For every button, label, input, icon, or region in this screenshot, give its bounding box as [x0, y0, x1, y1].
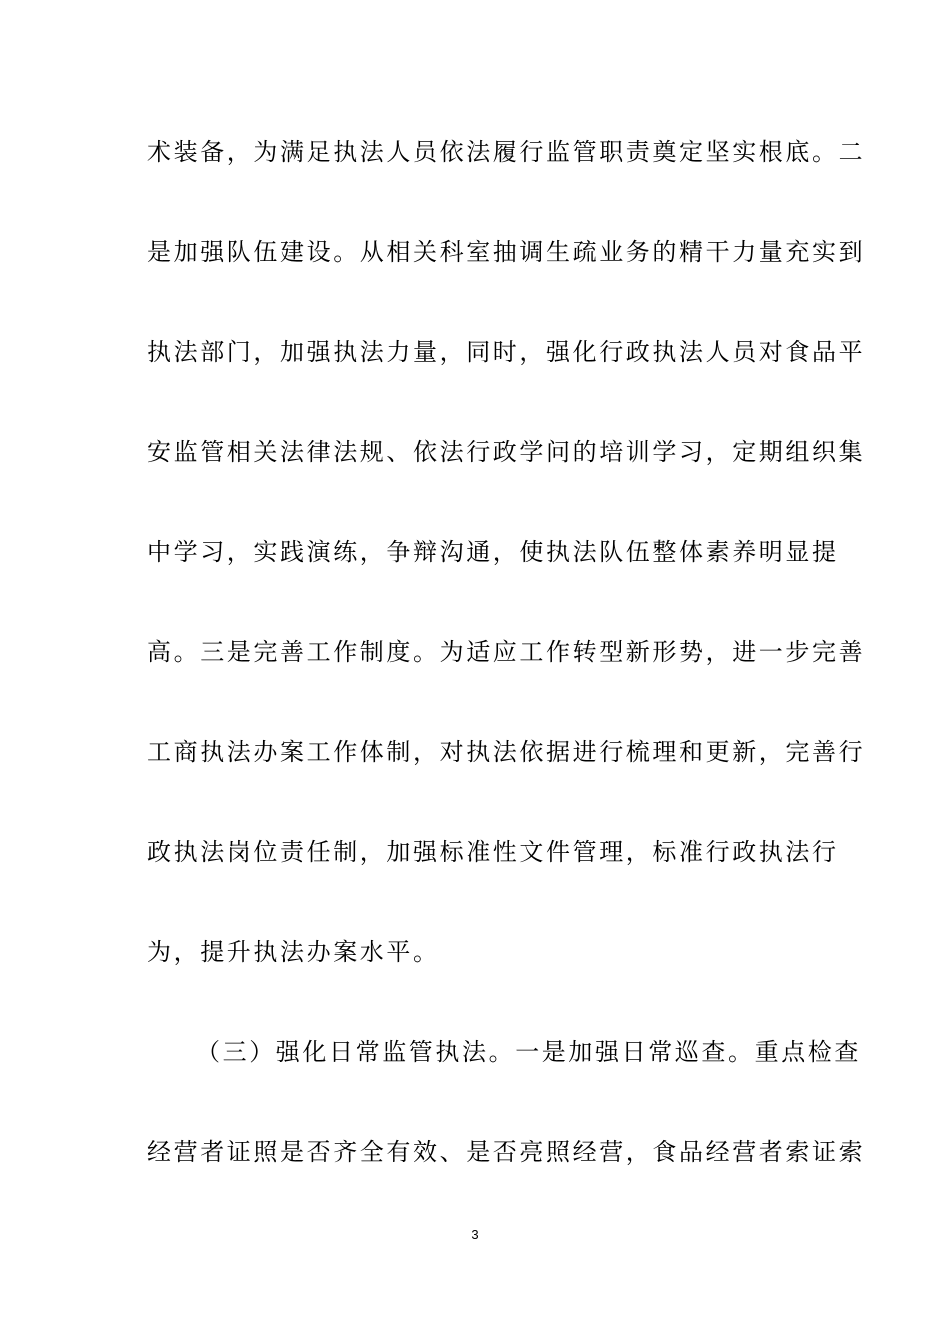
paragraph-line-7: 工商执法办案工作体制，对执法依据进行梳理和更新，完善行	[147, 738, 866, 766]
paragraph-line-8: 政执法岗位责任制，加强标准性文件管理，标准行政执法行	[147, 838, 839, 866]
paragraph-line-6: 高。三是完善工作制度。为适应工作转型新形势，进一步完善	[147, 638, 866, 666]
paragraph-line-2: 是加强队伍建设。从相关科室抽调生疏业务的精干力量充实到	[147, 238, 866, 266]
paragraph-line-11: 经营者证照是否齐全有效、是否亮照经营，食品经营者索证索	[147, 1138, 866, 1166]
paragraph-line-1: 术装备，为满足执法人员依法履行监管职责奠定坚实根底。二	[147, 138, 866, 166]
paragraph-line-9: 为，提升执法办案水平。	[147, 938, 440, 966]
paragraph-line-3: 执法部门，加强执法力量，同时，强化行政执法人员对食品平	[147, 338, 866, 366]
paragraph-line-10: （三）强化日常监管执法。一是加强日常巡查。重点检查	[196, 1038, 861, 1066]
paragraph-line-4: 安监管相关法律法规、依法行政学问的培训学习，定期组织集	[147, 438, 866, 466]
page-number: 3	[471, 1227, 479, 1242]
paragraph-line-5: 中学习，实践演练，争辩沟通，使执法队伍整体素养明显提	[147, 538, 839, 566]
